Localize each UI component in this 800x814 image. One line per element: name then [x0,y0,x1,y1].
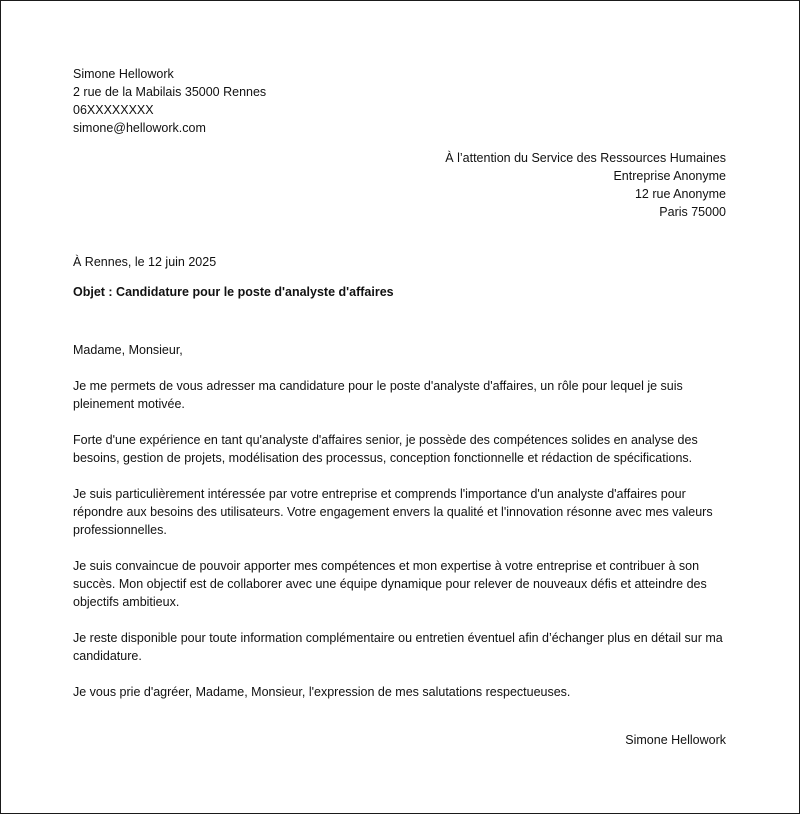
sender-block [73,65,266,137]
recipient-company: Entreprise Anonyme [613,169,726,183]
letter-paragraph: Je reste disponible pour toute information complémentaire ou entretien éventuel afin d’échanger plus en détail sur ma candidature. [73,631,723,663]
letter-paragraph: Forte d'une expérience en tant qu'analyste d'affaires senior, je possède des compétences solides en analyse des besoins, gestion de projets, modélisation des processus, conception fonctionnelle et rédaction de spécifications. [73,433,698,465]
letter-paragraph: Je suis convaincue de pouvoir apporter mes compétences et mon expertise à votre entreprise et contribuer à son succès. Mon objectif est de collaborer avec une équipe dynamique pour relever de nouveaux défis et atteindre des objectifs ambitieux. [73,559,707,609]
letter-greeting: Madame, Monsieur, [73,343,183,357]
letter-date: À Rennes, le 12 juin 2025 [73,255,217,269]
sender-address: 2 rue de la Mabilais 35000 Rennes [73,85,267,99]
sender-phone: 06XXXXXXXX [73,103,154,117]
letter-paragraph: Je me permets de vous adresser ma candidature pour le poste d'analyste d'affaires, un rôle pour lequel je suis pleinement motivée. [73,379,683,411]
letter-subject: Objet : Candidature pour le poste d'analyste d'affaires [73,285,394,299]
sender-name: Simone Hellowork [73,67,174,81]
letter-signature: Simone Hellowork [625,733,726,747]
recipient-block [445,149,726,221]
recipient-street: 12 rue Anonyme [634,187,726,201]
sender-email: simone@hellowork.com [73,121,206,135]
recipient-attention: À l’attention du Service des Ressources Humaines [445,151,726,165]
recipient-city: Paris 75000 [659,205,726,219]
letter-closing: Je vous prie d'agréer, Madame, Monsieur, l'expression de mes salutations respectueuses. [73,685,571,699]
letter-paragraph: Je suis particulièrement intéressée par votre entreprise et comprends l'importance d'un analyste d'affaires pour répondre aux besoins des utilisateurs. Votre engagement envers la qualité et l'innovation résonne avec mes valeurs professionnelles. [73,487,713,537]
letter-body [73,341,733,719]
